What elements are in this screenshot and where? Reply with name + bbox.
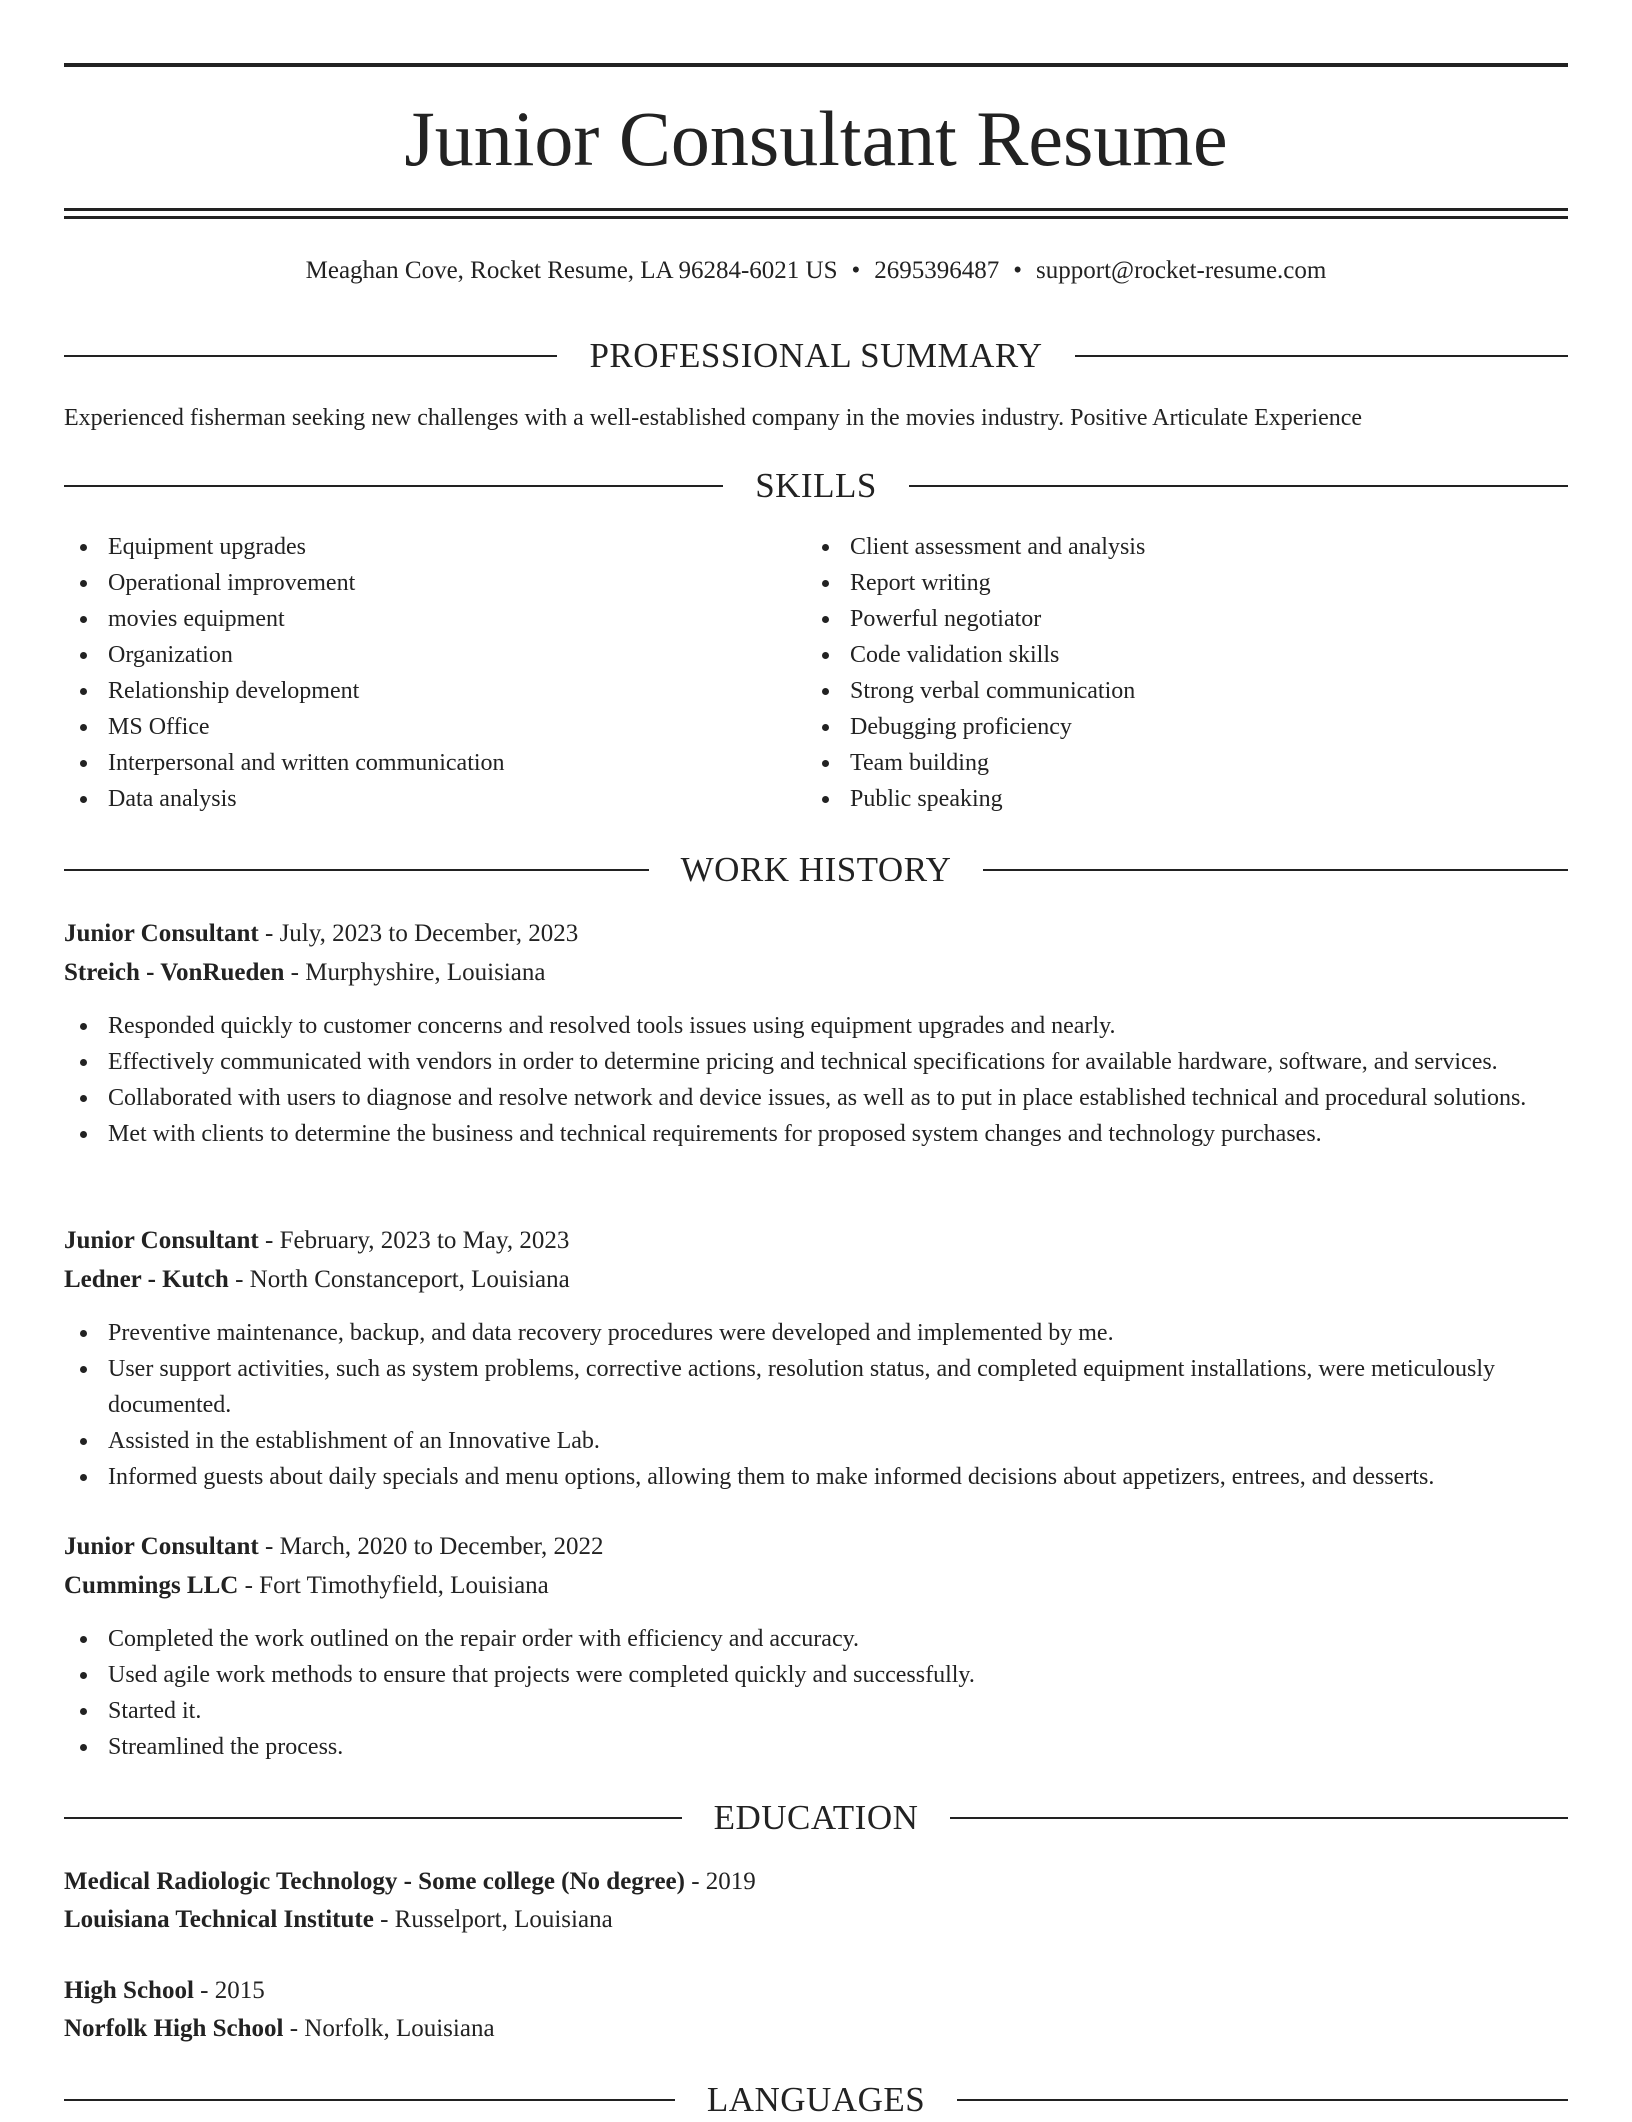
job-bullets bbox=[64, 1621, 1568, 1765]
education-year: - 2015 bbox=[193, 1977, 265, 2004]
job-title: Junior Consultant bbox=[64, 920, 259, 947]
skill-item: Interpersonal and written communication bbox=[64, 745, 764, 781]
job-bullet: Collaborated with users to diagnose and resolve network and device issues, as well as to put in place established technical and procedural solutions. bbox=[64, 1080, 1568, 1116]
heading-rule bbox=[64, 355, 557, 357]
job-company: Streich - VonRueden bbox=[64, 959, 285, 986]
contact-separator: • bbox=[1013, 257, 1023, 284]
job-title-line bbox=[64, 916, 1568, 952]
contact-phone: 2695396487 bbox=[874, 257, 1000, 284]
education-location: - Russelport, Louisiana bbox=[373, 1906, 613, 1933]
job-bullet: Responded quickly to customer concerns and resolved tools issues using equipment upgrades and nearly. bbox=[64, 1008, 1568, 1044]
section-title: EDUCATION bbox=[713, 1798, 919, 1837]
job-location: - Fort Timothyfield, Louisiana bbox=[238, 1572, 549, 1599]
section-heading-work bbox=[64, 848, 1568, 892]
job-bullet: Streamlined the process. bbox=[64, 1729, 1568, 1765]
job-bullets bbox=[64, 1315, 1568, 1495]
heading-rule bbox=[64, 2099, 675, 2101]
skill-item: Public speaking bbox=[806, 781, 1506, 817]
skill-item: movies equipment bbox=[64, 601, 764, 637]
skills-list-left bbox=[64, 529, 764, 817]
section-title: PROFESSIONAL SUMMARY bbox=[589, 336, 1043, 375]
job-company-line bbox=[64, 955, 1568, 991]
education-school: Norfolk High School bbox=[64, 2015, 284, 2042]
heading-rule bbox=[950, 1817, 1568, 1819]
job-location: - North Constanceport, Louisiana bbox=[228, 1266, 570, 1293]
job-company-line bbox=[64, 1568, 1568, 1604]
education-year: - 2019 bbox=[684, 1868, 756, 1895]
section-title: LANGUAGES bbox=[706, 2080, 926, 2119]
skill-item: Equipment upgrades bbox=[64, 529, 764, 565]
skill-item: Code validation skills bbox=[806, 637, 1506, 673]
education-degree-line bbox=[64, 1973, 1568, 2009]
education-degree-line bbox=[64, 1864, 1568, 1900]
education-school-line bbox=[64, 2011, 1568, 2047]
section-title: WORK HISTORY bbox=[680, 850, 952, 889]
skill-item: MS Office bbox=[64, 709, 764, 745]
skills-list-right bbox=[806, 529, 1506, 817]
job-title-line bbox=[64, 1223, 1568, 1259]
skill-item: Team building bbox=[806, 745, 1506, 781]
skill-item: Organization bbox=[64, 637, 764, 673]
skill-item: Relationship development bbox=[64, 673, 764, 709]
heading-rule bbox=[64, 485, 723, 487]
job-bullet: Used agile work methods to ensure that projects were completed quickly and successfully. bbox=[64, 1657, 1568, 1693]
section-heading-summary bbox=[64, 334, 1568, 378]
education-degree: Medical Radiologic Technology - Some college (No degree) bbox=[64, 1868, 685, 1895]
contact-address: Meaghan Cove, Rocket Resume, LA 96284-6021 US bbox=[305, 257, 838, 284]
skill-item: Data analysis bbox=[64, 781, 764, 817]
job-bullet: Completed the work outlined on the repair order with efficiency and accuracy. bbox=[64, 1621, 1568, 1657]
heading-rule bbox=[64, 869, 649, 871]
job-dates: - February, 2023 to May, 2023 bbox=[258, 1227, 570, 1254]
title-rule-upper bbox=[64, 208, 1568, 211]
section-heading-education bbox=[64, 1796, 1568, 1840]
education-school-line bbox=[64, 1902, 1568, 1938]
title-rule-lower bbox=[64, 216, 1568, 219]
job-dates: - July, 2023 to December, 2023 bbox=[258, 920, 579, 947]
job-bullet: Preventive maintenance, backup, and data recovery procedures were developed and implemented by me. bbox=[64, 1315, 1568, 1351]
job-bullet: User support activities, such as system problems, corrective actions, resolution status, and completed equipment installations, were meticulously documented. bbox=[64, 1351, 1568, 1423]
contact-email: support@rocket-resume.com bbox=[1036, 257, 1327, 284]
skill-item: Powerful negotiator bbox=[806, 601, 1506, 637]
contact-separator: • bbox=[851, 257, 861, 284]
job-bullet: Started it. bbox=[64, 1693, 1568, 1729]
section-heading-skills bbox=[64, 464, 1568, 508]
job-bullet: Informed guests about daily specials and menu options, allowing them to make informed decisions about appetizers, entrees, and desserts. bbox=[64, 1459, 1568, 1495]
skill-item: Operational improvement bbox=[64, 565, 764, 601]
resume-title: Junior Consultant Resume bbox=[404, 95, 1228, 182]
heading-rule bbox=[64, 1817, 682, 1819]
skill-item: Report writing bbox=[806, 565, 1506, 601]
education-location: - Norfolk, Louisiana bbox=[283, 2015, 495, 2042]
job-title: Junior Consultant bbox=[64, 1533, 259, 1560]
heading-rule bbox=[983, 869, 1568, 871]
job-location: - Murphyshire, Louisiana bbox=[284, 959, 546, 986]
education-school: Louisiana Technical Institute bbox=[64, 1906, 374, 1933]
heading-rule bbox=[909, 485, 1568, 487]
top-rule bbox=[64, 63, 1568, 67]
summary-text: Experienced fisherman seeking new challenges with a well-established company in the movies industry. Positive Articulate Experience bbox=[64, 405, 1363, 431]
job-title: Junior Consultant bbox=[64, 1227, 259, 1254]
heading-rule bbox=[957, 2099, 1568, 2101]
job-company: Ledner - Kutch bbox=[64, 1266, 229, 1293]
job-bullets bbox=[64, 1008, 1568, 1152]
job-bullet: Assisted in the establishment of an Innovative Lab. bbox=[64, 1423, 1568, 1459]
section-heading-languages bbox=[64, 2078, 1568, 2122]
heading-rule bbox=[1075, 355, 1568, 357]
job-company-line bbox=[64, 1262, 1568, 1298]
job-bullet: Effectively communicated with vendors in order to determine pricing and technical specifications for available hardware, software, and services. bbox=[64, 1044, 1568, 1080]
skill-item: Strong verbal communication bbox=[806, 673, 1506, 709]
education-degree: High School bbox=[64, 1977, 194, 2004]
contact-line bbox=[64, 254, 1568, 288]
skill-item: Debugging proficiency bbox=[806, 709, 1506, 745]
job-title-line bbox=[64, 1529, 1568, 1565]
job-company: Cummings LLC bbox=[64, 1572, 239, 1599]
job-dates: - March, 2020 to December, 2022 bbox=[258, 1533, 604, 1560]
section-title: SKILLS bbox=[755, 466, 877, 505]
skill-item: Client assessment and analysis bbox=[806, 529, 1506, 565]
job-bullet: Met with clients to determine the business and technical requirements for proposed system changes and technology purchases. bbox=[64, 1116, 1568, 1152]
